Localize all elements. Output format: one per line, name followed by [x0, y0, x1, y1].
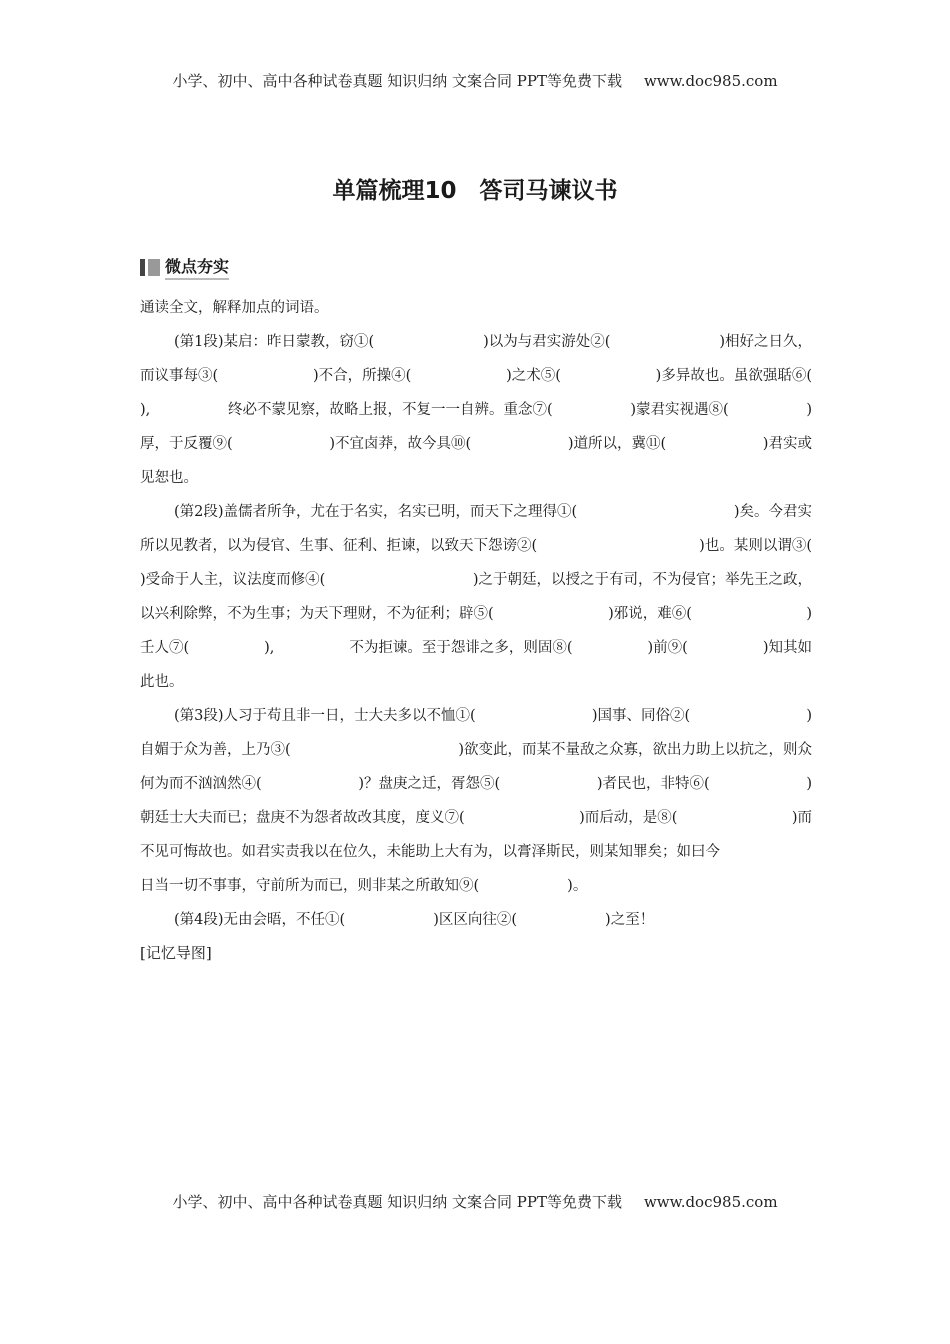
text-segment: 通读全文，解释加点的词语。 — [140, 300, 329, 316]
text-segment: )道所以，冀⑪( — [567, 436, 667, 452]
text-line — [140, 874, 812, 908]
text-segment: )之术⑤( — [506, 368, 561, 384]
text-segment: (第2段)盖儒者所争，尤在于名实，名实已明，而天下之理得①( — [174, 504, 578, 520]
text-line — [140, 738, 812, 772]
text-segment: ) — [806, 402, 812, 418]
text-segment: 自媚于众为善，上乃③( — [140, 742, 291, 758]
text-segment: )？盘庚之迁，胥怨⑤( — [358, 776, 501, 792]
text-segment: )以为与君实游处②( — [483, 334, 611, 350]
text-segment: 厚，于反覆⑨( — [140, 436, 233, 452]
text-segment: ) — [806, 776, 812, 792]
text-segment: ), — [140, 402, 151, 418]
text-line — [140, 364, 812, 398]
text-line — [140, 568, 812, 602]
text-segment: 此也。 — [140, 674, 184, 690]
instruction-line — [140, 296, 812, 330]
text-line — [140, 432, 812, 466]
text-segment: )蒙君实视遇⑧( — [630, 402, 729, 418]
text-segment: )知其如 — [762, 640, 812, 656]
text-segment: )也。某则以谓③( — [699, 538, 812, 554]
text-segment: [记忆导图] — [140, 944, 212, 962]
page-header — [0, 70, 950, 91]
page-footer — [0, 1191, 950, 1212]
text-segment: )而 — [791, 810, 812, 826]
text-segment: )前⑨( — [647, 640, 688, 656]
page-title: 单篇梳理10 答司马谏议书 — [332, 178, 618, 204]
text-line — [140, 466, 812, 500]
text-segment: (第3段)人习于苟且非一日，士大夫多以不恤①( — [174, 708, 476, 724]
text-line — [140, 806, 812, 840]
text-segment: )君实或 — [762, 436, 812, 452]
text-segment: )而后动，是⑧( — [579, 810, 678, 826]
section-label: 微点夯实 — [165, 254, 229, 280]
text-segment: (第1段)某启：昨日蒙教，窃①( — [174, 334, 375, 350]
text-line — [140, 772, 812, 806]
footer-site: www.doc985.com — [643, 1193, 778, 1211]
text-segment: 不为拒谏。至于怨诽之多，则固⑧( — [349, 640, 573, 656]
text-segment: )邪说，难⑥( — [608, 606, 692, 622]
text-segment: 终必不蒙见察，故略上报，不复一一自辨。重念⑦( — [227, 402, 553, 418]
exercise-body — [140, 296, 812, 976]
text-segment: 朝廷士大夫而已；盘庚不为怨者故改其度，度义⑦( — [140, 810, 465, 826]
text-segment: 以兴利除弊，不为生事；为天下理财，不为征利；辟⑤( — [140, 606, 494, 622]
text-segment: ) — [806, 708, 812, 724]
section-heading — [140, 256, 229, 278]
text-segment: ) — [806, 606, 812, 622]
text-line — [140, 704, 812, 738]
text-line — [140, 840, 812, 874]
text-segment: )者民也，非特⑥( — [596, 776, 710, 792]
section-marker-icon — [140, 259, 145, 276]
text-segment: 日当一切不事事，守前所为而已，则非某之所敢知⑨( — [140, 878, 480, 894]
text-line — [140, 602, 812, 636]
text-segment: )多异故也。虽欲强聒⑥( — [655, 368, 812, 384]
text-segment: )之于朝廷，以授之于有司，不为侵官；举先王之政， — [472, 572, 812, 588]
text-segment: )区区向往②( — [433, 912, 518, 928]
text-line — [140, 670, 812, 704]
text-segment: )不宜卤莽，故今具⑩( — [329, 436, 472, 452]
text-segment: )相好之日久， — [719, 334, 812, 350]
header-site: www.doc985.com — [643, 72, 778, 90]
text-segment: )。 — [567, 878, 588, 894]
text-segment: )国事、同俗②( — [591, 708, 691, 724]
text-segment: ), — [264, 640, 275, 656]
text-line — [140, 908, 812, 942]
text-segment: 不见可悔故也。如君实责我以在位久，未能助上大有为，以膏泽斯民，则某知罪矣；如曰今 — [140, 844, 720, 860]
section-marker-icon — [148, 259, 160, 276]
text-line — [140, 534, 812, 568]
text-segment: )矣。今君实 — [733, 504, 812, 520]
text-segment: )受命于人主，议法度而修④( — [140, 572, 326, 588]
text-segment: )之至！ — [605, 912, 655, 928]
footer-text: 小学、初中、高中各种试卷真题 知识归纳 文案合同 PPT等免费下载 — [172, 1193, 622, 1211]
text-segment: )不合，所操④( — [312, 368, 412, 384]
text-segment: 而议事每③( — [140, 368, 219, 384]
text-segment: 壬人⑦( — [140, 640, 190, 656]
header-text: 小学、初中、高中各种试卷真题 知识归纳 文案合同 PPT等免费下载 — [172, 72, 622, 90]
text-segment: 见恕也。 — [140, 470, 198, 486]
text-line — [140, 636, 812, 670]
text-line — [140, 398, 812, 432]
text-line — [140, 500, 812, 534]
text-segment: 何为而不汹汹然④( — [140, 776, 262, 792]
memory-map-label — [140, 942, 812, 976]
text-line — [140, 330, 812, 364]
text-segment: 所以见教者，以为侵官、生事、征利、拒谏，以致天下怨谤②( — [140, 538, 538, 554]
text-segment: )欲变此，而某不量敌之众寡，欲出力助上以抗之，则众 — [458, 742, 812, 758]
text-segment: (第4段)无由会晤，不任①( — [174, 912, 346, 928]
